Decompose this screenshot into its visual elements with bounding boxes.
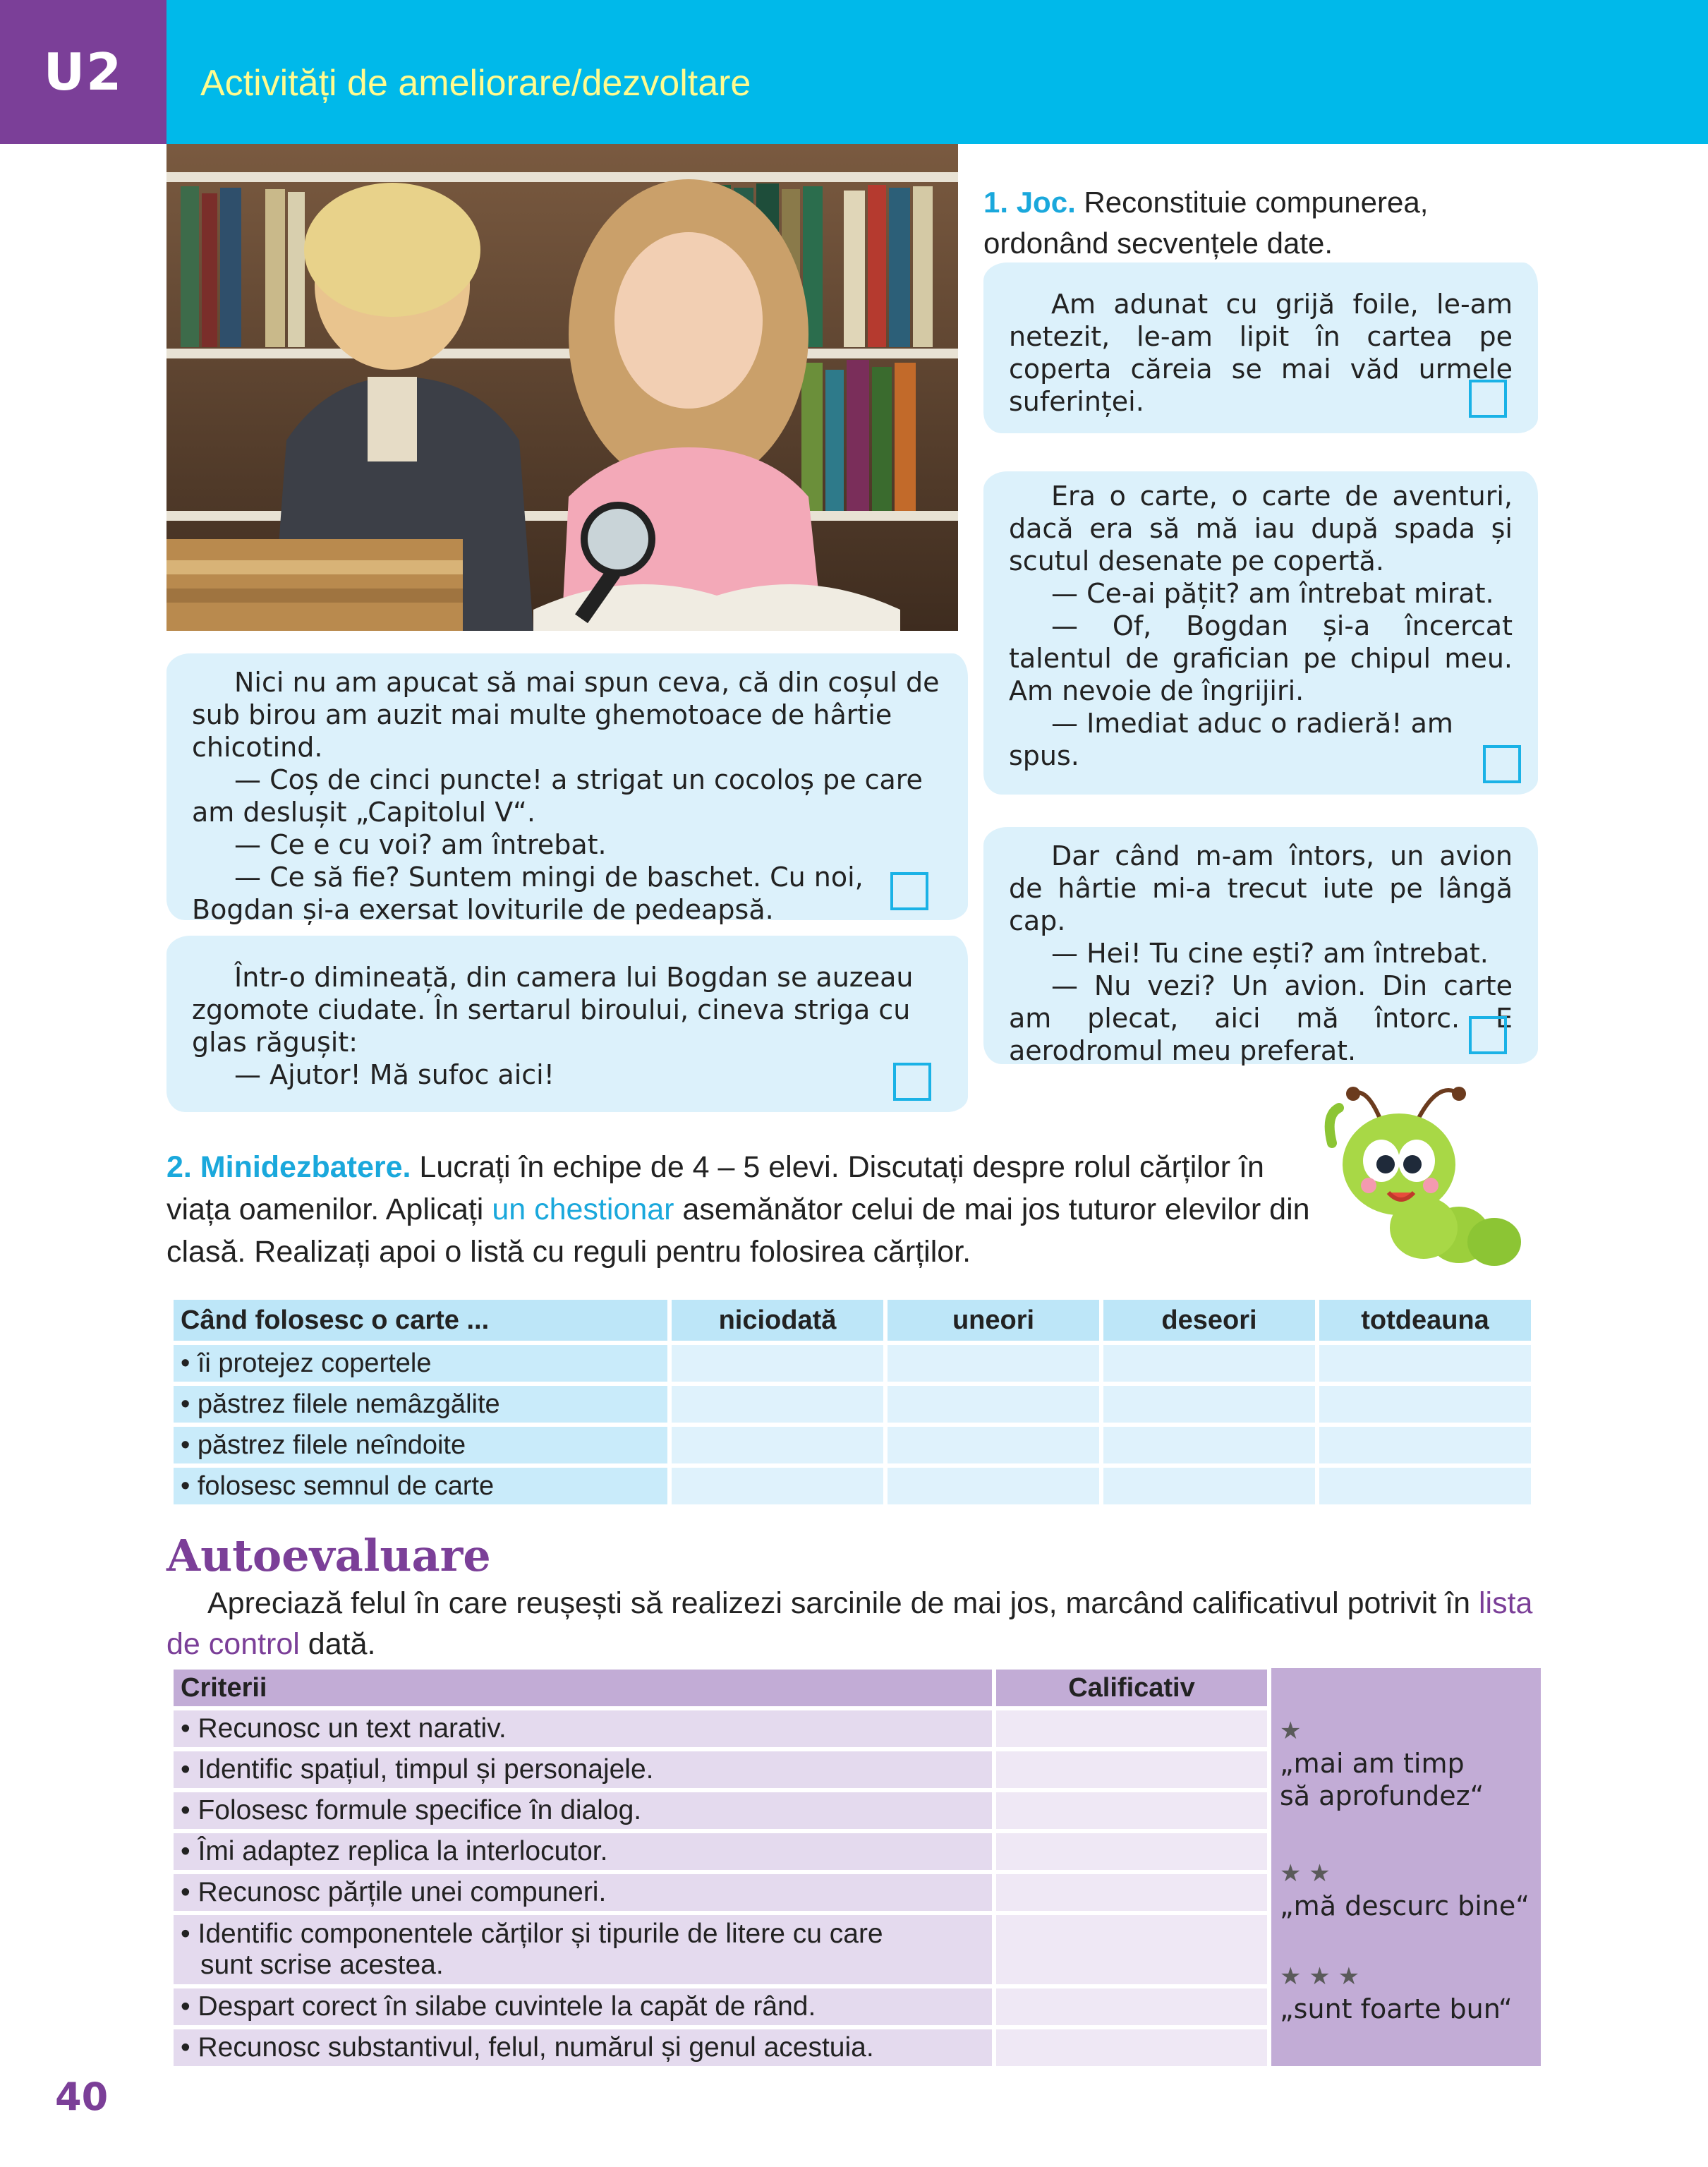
answer-cell[interactable] — [672, 1386, 883, 1423]
qualifier-cell[interactable] — [996, 1792, 1267, 1829]
star-icon: ★ — [1280, 1717, 1302, 1745]
criteria-table — [169, 1665, 1271, 2070]
card-text: Era o carte, o carte de aventuri, dacă era să mă iau după spada și scutul desenate pe copertă. — [1009, 481, 1513, 577]
answer-cell[interactable] — [1103, 1386, 1315, 1423]
ex1-instruction: Reconstituie compunerea, ordonând secvențele date. — [983, 186, 1429, 260]
table-row — [174, 1427, 1531, 1463]
criterion: • Îmi adaptez replica la interlocutor. — [174, 1833, 992, 1870]
legend-level-2 — [1280, 1857, 1530, 1922]
order-checkbox[interactable] — [1483, 745, 1521, 783]
answer-cell[interactable] — [1103, 1427, 1315, 1463]
answer-cell[interactable] — [672, 1468, 883, 1504]
criteria-header-row — [174, 1670, 1267, 1706]
star-icon: ★ ★ ★ — [1280, 1962, 1360, 1991]
legend-level-3 — [1280, 1960, 1513, 2025]
answer-cell[interactable] — [888, 1427, 1099, 1463]
legend-label: „mai am timp — [1280, 1748, 1465, 1779]
survey-item: • păstrez filele neîndoite — [174, 1427, 667, 1463]
qualifier-cell[interactable] — [996, 2029, 1267, 2066]
qualifier-cell[interactable] — [996, 1833, 1267, 1870]
criterion-line: • Identific componentele cărților și tipurile de litere cu care — [181, 1919, 883, 1949]
table-row — [174, 1386, 1531, 1423]
answer-cell[interactable] — [1103, 1468, 1315, 1504]
card-text: — Ajutor! Mă sufoc aici! — [234, 1059, 555, 1090]
survey-header-always: totdeauna — [1319, 1300, 1531, 1341]
legend-level-1 — [1280, 1715, 1484, 1812]
card-text: — Coș de cinci puncte! a strigat un cocoloș pe care am deslușit „Capitolul V“. — [192, 764, 923, 828]
card-text: Nici nu am apucat să mai spun ceva, că din coșul de sub birou am auzit mai multe ghemotoace de hârtie chicotind. — [192, 667, 940, 763]
auto-text-b: dată. — [299, 1627, 376, 1661]
legend-label: să aprofundez“ — [1280, 1780, 1484, 1811]
criteria-header: Criterii — [174, 1670, 992, 1706]
criterion: • Identific spațiul, timpul și personajele. — [174, 1751, 992, 1788]
answer-cell[interactable] — [1319, 1386, 1531, 1423]
answer-cell[interactable] — [672, 1427, 883, 1463]
qualifier-cell[interactable] — [996, 1751, 1267, 1788]
qualifier-cell[interactable] — [996, 1874, 1267, 1911]
table-row — [174, 1751, 1267, 1788]
sequence-card-3 — [166, 653, 968, 925]
card-text: — Ce-ai pățit? am întrebat mirat. — [1051, 578, 1494, 609]
table-row — [174, 1345, 1531, 1382]
qualifier-cell[interactable] — [996, 1915, 1267, 1984]
legend-label: „mă descurc bine“ — [1280, 1890, 1530, 1921]
survey-item: • îi protejez copertele — [174, 1345, 667, 1382]
sequence-card-1 — [983, 262, 1538, 433]
answer-cell[interactable] — [888, 1468, 1099, 1504]
survey-item: • folosesc semnul de carte — [174, 1468, 667, 1504]
criterion: • Despart corect în silabe cuvintele la capăt de rând. — [174, 1988, 992, 2025]
page-number: 40 — [55, 2075, 109, 2119]
auto-keyword: lista de control — [166, 1586, 1533, 1661]
survey-header-question: Când folosesc o carte ... — [174, 1300, 667, 1341]
answer-cell[interactable] — [888, 1386, 1099, 1423]
table-row — [174, 1833, 1267, 1870]
survey-table — [169, 1296, 1535, 1509]
table-row — [174, 1874, 1267, 1911]
ex2-text — [166, 1146, 1324, 1273]
card-text: Am adunat cu grijă foile, le-am netezit, le-am lipit în cartea pe coperta căreia se mai văd urmele suferinței. — [1009, 289, 1513, 417]
survey-header-never: niciodată — [672, 1300, 883, 1341]
criterion: • Recunosc un text narativ. — [174, 1710, 992, 1747]
page-title: Activități de ameliorare/dezvoltare — [200, 63, 751, 104]
order-checkbox[interactable] — [893, 1063, 931, 1101]
children-reading-photo — [166, 144, 958, 631]
card-text: Dar când m-am întors, un avion de hârtie mi-a trecut iute pe lângă cap. — [1009, 840, 1513, 936]
ex2-number: 2. Minidezbatere. — [166, 1150, 411, 1184]
autoevaluare-instruction — [166, 1583, 1542, 1665]
card-text: — Hei! Tu cine ești? am întrebat. — [1051, 938, 1489, 969]
table-row — [174, 1915, 1267, 1984]
sequence-card-5 — [166, 936, 968, 1112]
ex2-text-a: Lucrați în echipe de 4 – 5 elevi. Discutați despre rolul cărților în viața oamenilor. Aplicați — [166, 1150, 1264, 1226]
criterion: • Folosesc formule specifice în dialog. — [174, 1792, 992, 1829]
photo-illustration — [166, 144, 958, 631]
survey-header-often: deseori — [1103, 1300, 1315, 1341]
criterion: • Recunosc substantivul, felul, numărul și genul acestuia. — [174, 2029, 992, 2066]
survey-item: • păstrez filele nemâzgălite — [174, 1386, 667, 1423]
order-checkbox[interactable] — [1469, 1016, 1507, 1054]
qualifier-cell[interactable] — [996, 1988, 1267, 2025]
card-text: — Imediat aduc o radieră! am spus. — [1009, 708, 1453, 771]
table-row — [174, 1468, 1531, 1504]
answer-cell[interactable] — [888, 1345, 1099, 1382]
star-icon: ★ ★ — [1280, 1859, 1331, 1888]
qualifier-cell[interactable] — [996, 1710, 1267, 1747]
criterion: • Recunosc părțile unei compuneri. — [174, 1874, 992, 1911]
ex1-heading — [983, 182, 1534, 264]
order-checkbox[interactable] — [1469, 380, 1507, 418]
order-checkbox[interactable] — [890, 872, 928, 910]
survey-header-row — [174, 1300, 1531, 1341]
ex2-keyword: un chestionar — [492, 1193, 674, 1226]
auto-text-a: Apreciază felul în care reușești să realizezi sarcinile de mai jos, marcând calificativul potrivit în — [207, 1586, 1479, 1620]
answer-cell[interactable] — [672, 1345, 883, 1382]
caterpillar-illustration — [1318, 1073, 1530, 1291]
card-text: — Ce e cu voi? am întrebat. — [234, 829, 607, 860]
card-text: — Of, Bogdan și-a încercat talentul de grafician pe chipul meu. Am nevoie de îngrijiri. — [1009, 610, 1513, 706]
sequence-card-4 — [983, 827, 1538, 1064]
answer-cell[interactable] — [1319, 1345, 1531, 1382]
table-row — [174, 1988, 1267, 2025]
autoevaluare-title: Autoevaluare — [166, 1530, 491, 1581]
criterion-line: sunt scrise acestea. — [200, 1950, 444, 1980]
unit-badge: U2 — [0, 0, 166, 144]
answer-cell[interactable] — [1319, 1427, 1531, 1463]
survey-header-sometimes: uneori — [888, 1300, 1099, 1341]
qualifier-header: Calificativ — [996, 1670, 1267, 1706]
table-row — [174, 1792, 1267, 1829]
answer-cell[interactable] — [1319, 1468, 1531, 1504]
ex1-number: 1. Joc. — [983, 186, 1076, 219]
legend-label: „sunt foarte bun“ — [1280, 1993, 1513, 2024]
card-text: Într-o dimineață, din camera lui Bogdan se auzeau zgomote ciudate. În sertarul biroului, cineva striga cu glas răgușit: — [192, 962, 914, 1058]
card-text: — Nu vezi? Un avion. Din carte am plecat, aici mă întorc. E aerodromul meu preferat. — [1009, 970, 1513, 1066]
sequence-card-2 — [983, 471, 1538, 795]
answer-cell[interactable] — [1103, 1345, 1315, 1382]
table-row — [174, 1710, 1267, 1747]
ex2-text-b: asemănător celui de mai jos tuturor elevilor din clasă. Realizați apoi o listă cu reguli pentru folosirea cărților. — [166, 1193, 1310, 1269]
card-text: — Ce să fie? Suntem mingi de baschet. Cu noi, Bogdan și-a exersat loviturile de pedeapsă. — [192, 862, 864, 925]
qualifier-legend — [1271, 1668, 1541, 2066]
criterion — [174, 1915, 992, 1984]
table-row — [174, 2029, 1267, 2066]
